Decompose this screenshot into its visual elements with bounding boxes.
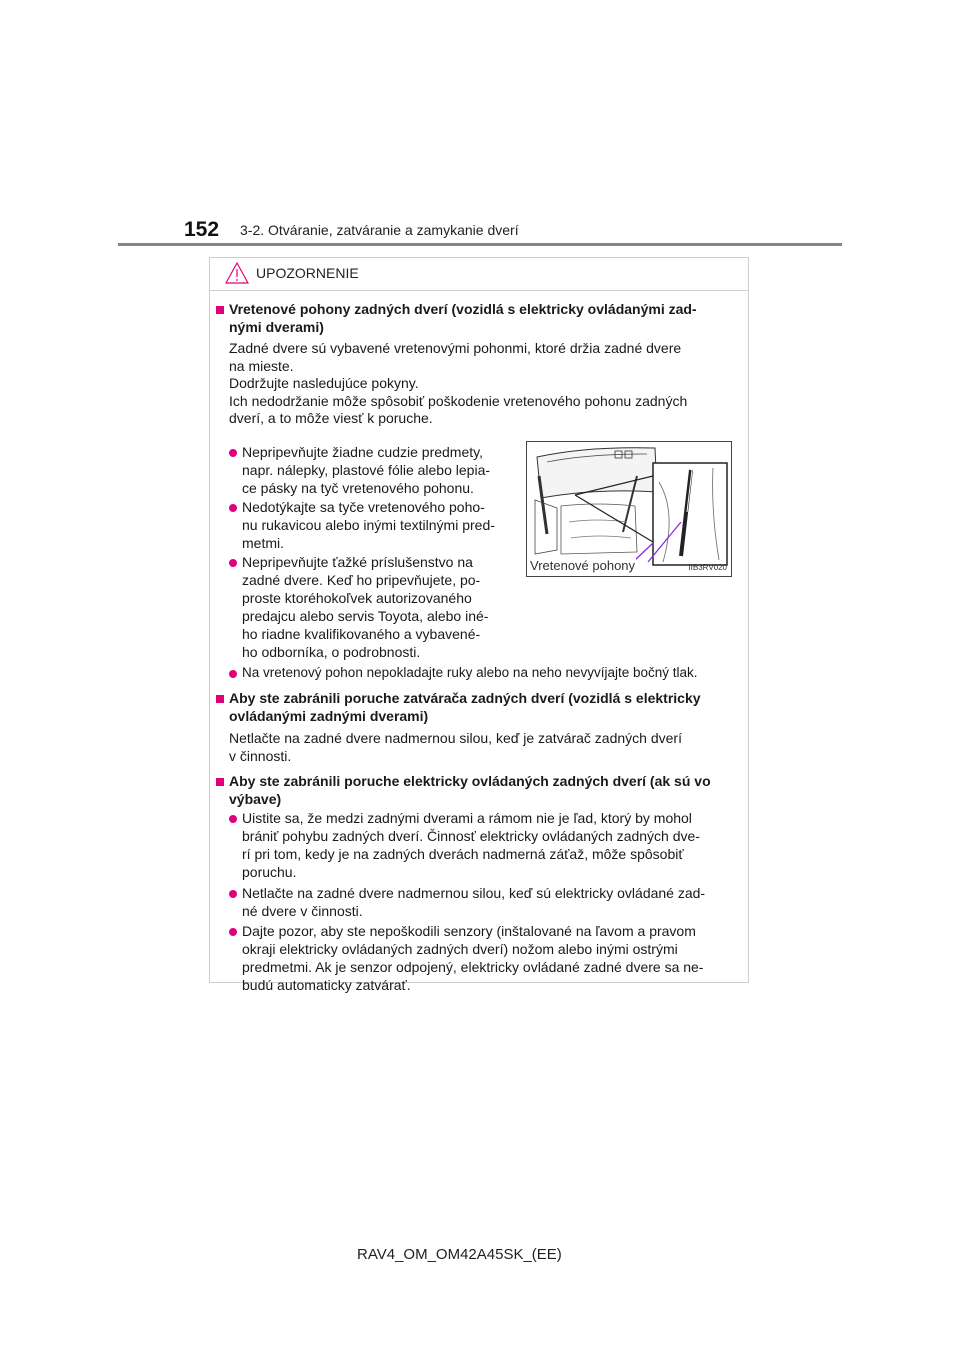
bullet-icon [229, 504, 237, 512]
bullet-icon [229, 670, 237, 678]
bullet-icon [229, 890, 237, 898]
bullet-icon [229, 928, 237, 936]
section-paragraph: Netlačte na zadné dvere nadmernou silou, keď je zatvárač zadných dverí v činnosti. [229, 730, 682, 764]
section-marker [216, 778, 224, 786]
tailgate-illustration [527, 442, 732, 577]
bullet-icon [229, 449, 237, 457]
bullet-icon [229, 559, 237, 567]
bullet-item: Nepripevňujte ťažké príslušenstvo na zadné dvere. Keď ho pripevňujete, po- proste ktoréhokoľvek autorizovaného predajcu alebo servis Toyota, alebo iné- ho riadne kvalifikovaného a vybavené- ho odborníka, o podrobnosti. [242, 554, 489, 660]
section-marker [216, 306, 224, 314]
warning-box [209, 257, 749, 993]
section-heading: Aby ste zabránili poruche zatvárača zadných dverí (vozidlá s elektricky ovládanými zadnými dverami) [229, 690, 701, 724]
warning-triangle-icon [225, 262, 249, 284]
section-paragraph: Zadné dvere sú vybavené vretenovými pohonmi, ktoré držia zadné dvere na mieste. Dodržujte nasledujúce pokyny. Ich nedodržanie môže spôsobiť poškodenie vretenového pohonu zadných dverí, a to môže viesť k poruche. [229, 340, 688, 426]
spindle-figure [526, 441, 732, 577]
bullet-item: Nepripevňujte žiadne cudzie predmety, napr. nálepky, plastové fólie alebo lepia- ce pásky na tyč vretenového pohonu. [242, 444, 491, 496]
warning-header [210, 258, 748, 291]
figure-callout: Vretenové pohony [530, 558, 636, 573]
header-divider [118, 243, 842, 246]
bullet-item: Na vretenový pohon nepokladajte ruky alebo na neho nevyvíjajte bočný tlak. [242, 665, 698, 680]
bullet-item: Dajte pozor, aby ste nepoškodili senzory (inštalované na ľavom a pravom okraji elektricky ovládaných zadných dverí) nožom alebo inými ostrými predmetmi. Ak je senzor odpojený, elektricky ovládané zadné dvere sa ne- budú automaticky zatvárať. [242, 923, 704, 993]
section-heading: Vretenové pohony zadných dverí (vozidlá s elektricky ovládanými zad- nými dverami) [229, 301, 697, 335]
page-number: 152 [184, 218, 220, 241]
bullet-item: Uistite sa, že medzi zadnými dverami a rámom nie je ľad, ktorý by mohol brániť pohybu zadných dverí. Činnosť elektricky ovládaných zadných dve- rí pri tom, kedy je na zadných dverách nadmerná záťaž, môže spôsobiť poruchu. [242, 810, 700, 880]
warning-label: UPOZORNENIE [256, 265, 359, 281]
bullet-item: Nedotýkajte sa tyče vretenového poho- nu rukavicou alebo inými textilnými pred- metmi. [242, 499, 495, 551]
figure-code: IIB3RV020 [688, 563, 727, 572]
bullet-icon [229, 815, 237, 823]
document-code: RAV4_OM_OM42A45SK_(EE) [357, 1246, 562, 1263]
section-marker [216, 695, 224, 703]
section-title: 3-2. Otváranie, zatváranie a zamykanie dverí [240, 222, 519, 238]
bullet-item: Netlačte na zadné dvere nadmernou silou, keď sú elektricky ovládané zad- né dvere v činnosti. [242, 885, 706, 919]
section-heading: Aby ste zabránili poruche elektricky ovládaných zadných dverí (ak sú vo výbave) [229, 773, 711, 807]
